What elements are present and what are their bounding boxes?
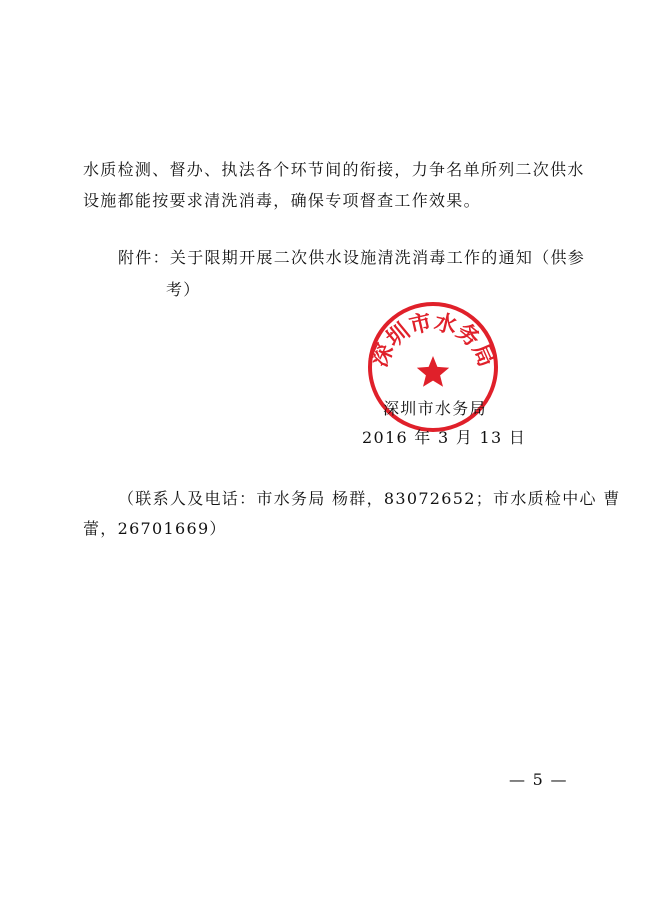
- signature-org: 深圳市水务局: [383, 399, 487, 418]
- text-line: 水质检测、督办、执法各个环节间的衔接，力争名单所列二次供水: [83, 160, 585, 179]
- page-number: — 5 —: [509, 770, 568, 789]
- signature-date: 2016 年 3 月 13 日: [362, 428, 527, 447]
- seal-text: 深圳市水务局: [367, 310, 499, 371]
- attachment-line: 考）: [166, 280, 201, 299]
- contact-line: 蕾，26701669）: [83, 519, 227, 538]
- attachment-line: 附件：关于限期开展二次供水设施清洗消毒工作的通知（供参: [118, 248, 586, 267]
- star-icon: [417, 356, 449, 387]
- contact-line: （联系人及电话：市水务局 杨群，83072652；市水质检中心 曹: [118, 489, 621, 508]
- text-line: 设施都能按要求清洗消毒，确保专项督查工作效果。: [83, 191, 481, 210]
